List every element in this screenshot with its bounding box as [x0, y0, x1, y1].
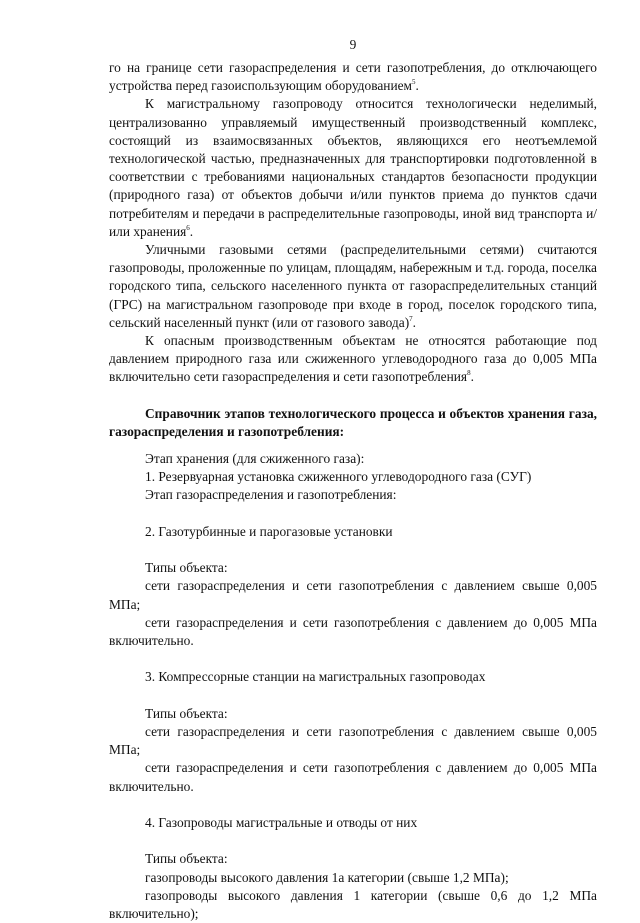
- document-body: [109, 59, 597, 923]
- types-label: Типы объекта:: [145, 560, 228, 576]
- paragraph-street-networks: Уличными газовыми сетями (распределительными сетями) считаются газопроводы, проложенные по улицам, площадям, набережным и т.д. города, поселка городского типа, сельского населенного пункта от газораспределительных станций (ГРС) на магистральном газопроводе при входе в город, поселок городского типа, сельский населенный пункт (или от газового завода)$^7$.: [109, 242, 597, 330]
- object-type: сети газораспределения и сети газопотребления с давлением до 0,005 МПа включительно.: [109, 760, 597, 794]
- types-label: Типы объекта:: [145, 851, 228, 867]
- section-title: 4. Газопроводы магистральные и отводы от них: [145, 815, 418, 831]
- stage-storage: Этап хранения (для сжиженного газа):: [145, 451, 365, 467]
- section-heading: Справочник этапов технологического процесса и объектов хранения газа, газораспределения и газопотребления:: [109, 405, 597, 439]
- types-label: Типы объекта:: [145, 705, 228, 721]
- object-type: сети газораспределения и сети газопотребления с давлением свыше 0,005 МПа;: [109, 724, 597, 758]
- object-type: сети газораспределения и сети газопотребления с давлением до 0,005 МПа включительно.: [109, 614, 597, 649]
- footnote-ref: 8: [467, 369, 471, 378]
- footnote-ref: 6: [186, 223, 190, 232]
- paragraph-main-pipeline: К магистральному газопроводу относится технологически неделимый, централизованно управляемый имущественный производственный комплекс, состоящий из взаимосвязанных объектов, являющихся его неотъемлемой технологической частью, предназначенных для транспортировки подготовленной в соответствии с требованиями национальных стандартов безопасности продукции (природного газа) от объектов добычи и/или пунктов приема до пунктов сдачи потребителям и передачи в распределительные газопроводы, иной вид транспорта и/или хранения$^6$.: [109, 96, 597, 239]
- paragraph-continuation: го на границе сети газораспределения и сети газопотребления, до отключающего устройства перед газоиспользующим оборудованием$^5$.: [109, 60, 597, 94]
- stage-distribution: Этап газораспределения и газопотребления:: [145, 487, 397, 503]
- section-title: 2. Газотурбинные и парогазовые установки: [145, 523, 393, 539]
- page-number: 9: [349, 37, 357, 52]
- section-title: 3. Компрессорные станции на магистральных газопроводах: [145, 669, 486, 685]
- list-item: 1. Резервуарная установка сжиженного углеводородного газа (СУГ): [145, 469, 532, 485]
- object-type: газопроводы высокого давления 1а категории (свыше 1,2 МПа);: [145, 869, 509, 885]
- paragraph-hazardous-objects: К опасным производственным объектам не относятся работающие под давлением природного газа или сжиженного углеводородного газа до 0,005 МПа включительно сети газораспределения и сети газопотребления$^8$.: [109, 333, 597, 385]
- object-type: газопроводы высокого давления 1 категории (свыше 0,6 до 1,2 МПа включительно);: [109, 887, 597, 922]
- footnote-ref: 5: [412, 78, 416, 87]
- footnote-ref: 7: [409, 314, 413, 323]
- object-type: сети газораспределения и сети газопотребления с давлением свыше 0,005 МПа;: [109, 578, 597, 612]
